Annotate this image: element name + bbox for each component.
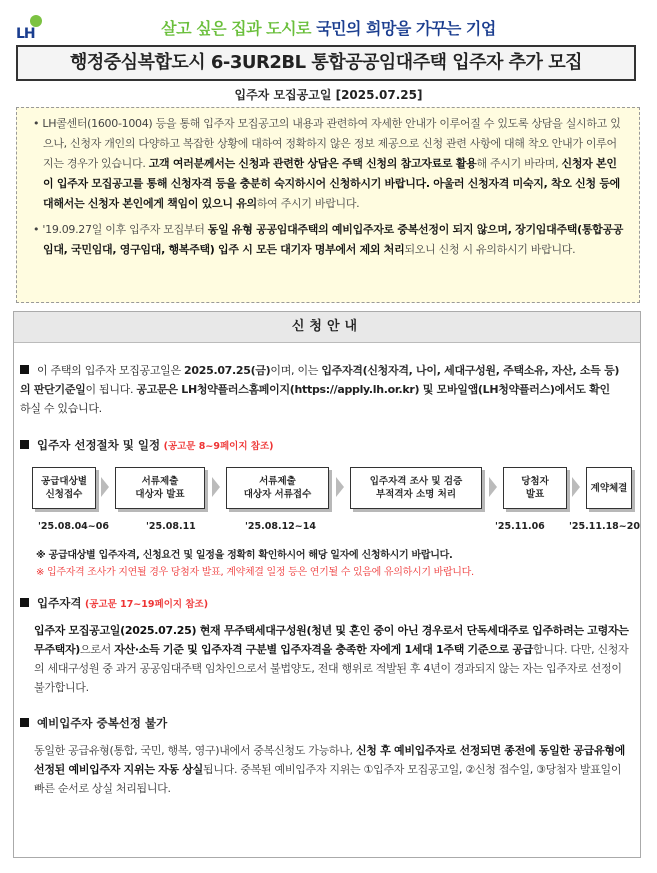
notice-paragraph-1: • LH콜센터(1600-1004) 등을 통해 입주자 모집공고의 내용과 관련하여 자세한 안내가 이루어질 수 있도록 상담을 실시하고 있으나, 신청자 개인의 다양하고 복잡한 상황에 대하여 정확하지 않은 정보 제공으로 신청 관련 사항에 대해 착오 안내가 이루어지는 경우가 있습니다. 고객 여러분께서는 신청과 관련한 상담은 주택 신청의 참고자료로 활용해 주시기 바라며, 신청자 본인이 입주자 모집공고를 통해 신청자격 등을 충분히 숙지하시어 신청하시기 바랍니다. 아울러 신청자격 미숙지, 착오 신청 등에 대해서는 신청자 본인에게 책임이 있으니 유의하여 주시기 바랍니다.	[33, 117, 621, 210]
square-bullet-icon	[20, 365, 29, 374]
step-5: 당첨자 발표	[503, 467, 567, 509]
square-bullet-icon	[20, 440, 29, 449]
section-announcement-date: 이 주택의 입주자 모집공고일은 2025.07.25(금)이며, 이는 입주자격(신청자격, 나이, 세대구성원, 주택소유, 자산, 소득 등)의 판단기준일이 됩니다. 공고문은 LH청약플러스홈페이지(https://apply.lh.or.kr) 및 모바일앱(LH청약플러스)에서도 확인하실 수 있습니다.	[20, 364, 620, 415]
schedule-note-2: ※ 입주자격 조사가 지연될 경우 당첨자 발표, 계약체결 일정 등은 연기될 수 있음에 유의하시기 바랍니다.	[36, 567, 474, 578]
logo-text: LH	[16, 26, 35, 42]
date-1: '25.08.04~06	[38, 521, 109, 532]
page-ref: (공고문 8~9페이지 참조)	[163, 441, 274, 452]
arrow-right-icon	[572, 477, 580, 497]
section-eligibility-body: 입주자 모집공고일(2025.07.25) 현재 무주택세대구성원(청년 및 혼인 중이 아닌 경우로서 단독세대주로 입주하려는 고령자는 무주택자)으로서 자산·소득 기준 및 입주자격 구분별 입주자격을 충족한 자에게 1세대 1주택 기준으로 공급합니다. 다만, 신청자의 세대구성원 중 과거 공공임대주택 임차인으로서 불법양도, 전대 행위로 적발된 후 4년이 경과되지 않는 자는 입주자로 선정이 불가합니다.	[34, 624, 629, 694]
page-title: 행정중심복합도시 6-3UR2BL 통합공공임대주택 입주자 추가 모집	[16, 45, 636, 81]
slogan-blue: 국민의 희망을 가꾸는 기업	[316, 19, 496, 38]
slogan-green: 살고 싶은 집과 도시로	[161, 19, 311, 38]
page-subtitle: 입주자 모집공고일 [2025.07.25]	[234, 88, 423, 102]
arrow-right-icon	[336, 477, 344, 497]
step-2: 서류제출 대상자 발표	[115, 467, 205, 509]
page-ref: (공고문 17~19페이지 참조)	[84, 599, 209, 610]
step-3: 서류제출 대상자 서류접수	[226, 467, 329, 509]
arrow-right-icon	[101, 477, 109, 497]
section-eligibility-title: 입주자격 (공고문 17~19페이지 참조)	[20, 594, 620, 614]
arrow-right-icon	[489, 477, 497, 497]
date-2: '25.08.11	[146, 521, 196, 532]
date-3: '25.08.12~14	[245, 521, 316, 532]
panel-heading: 신청안내	[14, 312, 640, 343]
notice-box	[16, 107, 640, 303]
section-schedule-title: 입주자 선정절차 및 일정 (공고문 8~9페이지 참조)	[20, 436, 620, 456]
step-4: 입주자격 조사 및 검증 부적격자 소명 처리	[350, 467, 482, 509]
date-5: '25.11.18~20	[569, 521, 640, 532]
notice-paragraph-2: • '19.09.27일 이후 입주자 모집부터 동일 유형 공공임대주택의 예비입주자로 중복선정이 되지 않으며, 장기임대주택(통합공공임대, 국민임대, 영구임대, 행복주택) 입주 시 모든 대기자 명부에서 제외 처리되오니 신청 시 유의하시기 바랍니다.	[33, 223, 624, 256]
step-1: 공급대상별 신청접수	[32, 467, 96, 509]
slogan	[0, 16, 657, 39]
date-4: '25.11.06	[495, 521, 545, 532]
step-6: 계약체결	[586, 467, 632, 509]
section-duplicate-body: 동일한 공급유형(통합, 국민, 행복, 영구)내에서 중복신청도 가능하나, 신청 후 예비입주자로 선정되면 종전에 동일한 공급유형에 선정된 예비입주자 지위는 자동 상실됩니다. 중복된 예비입주자 지위는 ①입주자 모집공고일, ②신청 접수일, ③당첨자 발표일이 빠른 순서로 상실 처리됩니다.	[34, 744, 625, 795]
arrow-right-icon	[212, 477, 220, 497]
square-bullet-icon	[20, 598, 29, 607]
section-duplicate-title: 예비입주자 중복선정 불가	[20, 714, 620, 733]
square-bullet-icon	[20, 718, 29, 727]
schedule-note-1: ※ 공급대상별 입주자격, 신청요건 및 일정을 정확히 확인하시어 해당 일자에 신청하시기 바랍니다.	[36, 550, 453, 561]
schedule-flow	[18, 465, 633, 515]
